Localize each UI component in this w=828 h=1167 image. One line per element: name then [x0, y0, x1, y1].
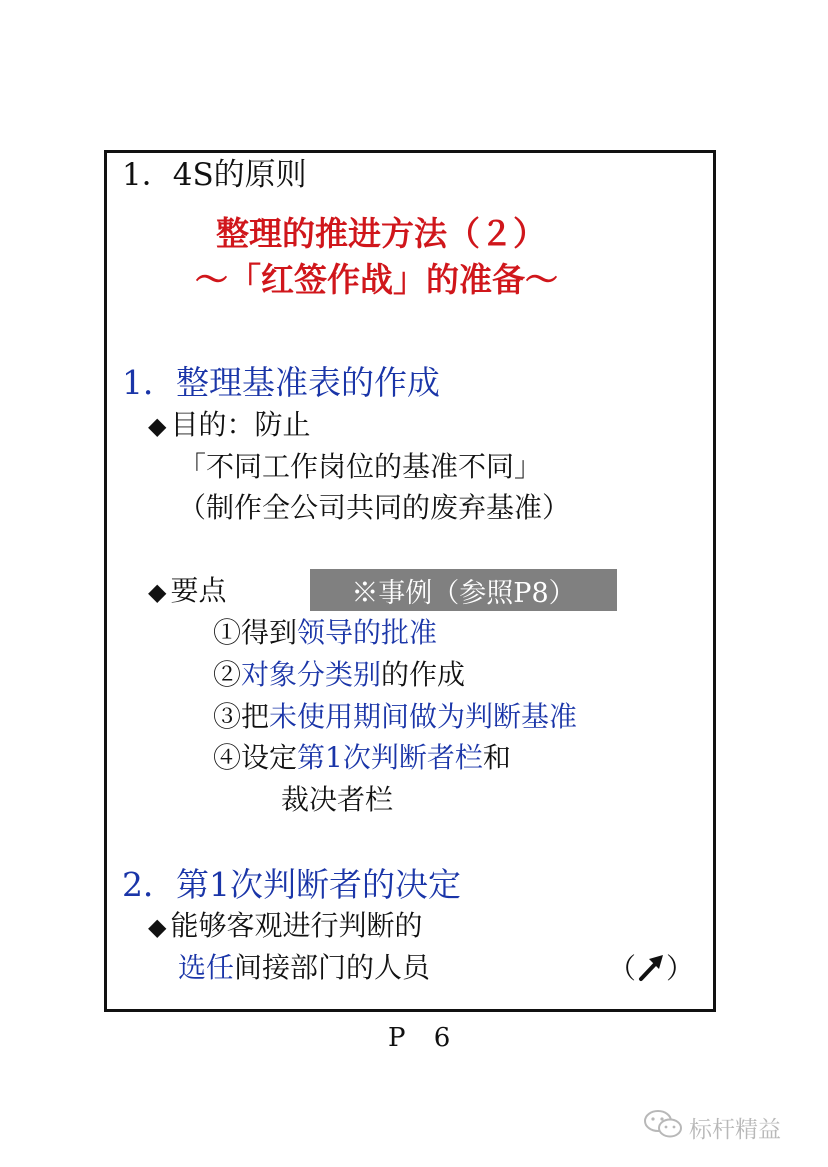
point-text: 和 [482, 741, 511, 774]
point-4-continued: 裁决者栏 [281, 783, 394, 816]
point-3 [213, 700, 578, 733]
part2-line-1 [148, 909, 423, 942]
point-number: ② [213, 658, 242, 691]
point-highlight: 未使用期间做为判断基准 [269, 700, 578, 733]
point-number: ① [213, 616, 242, 649]
point-text: 设定 [241, 741, 298, 774]
part2-heading: 2．第1次判断者的决定 [122, 865, 461, 904]
purpose-line-2: 「不同工作岗位的基准不同」 [178, 450, 543, 483]
diamond-icon: ◆ [148, 412, 167, 440]
example-reference-text: ※事例（参照P8） [351, 577, 576, 609]
part2-highlight: 选任 [178, 951, 235, 984]
example-reference-box [310, 569, 617, 611]
part1-heading: 1．整理基准表的作成 [122, 363, 440, 402]
section-title: 1．4S的原则 [122, 157, 307, 193]
point-1 [213, 616, 438, 649]
next-page-indicator[interactable] [608, 952, 694, 983]
purpose-row [148, 408, 311, 441]
part2-line-2 [178, 951, 431, 984]
title-line-1: 整理的推进方法（２） [216, 214, 546, 253]
point-text: 把 [241, 700, 270, 733]
point-text: 得到 [241, 616, 298, 649]
wechat-icon [643, 1109, 683, 1145]
diamond-icon: ◆ [148, 913, 167, 941]
paren-close: ） [666, 952, 695, 985]
watermark-text: 标杆精益 [689, 1116, 781, 1143]
point-number: ③ [213, 700, 242, 733]
purpose-label: 目的：防止 [170, 408, 311, 441]
paren-open: （ [608, 952, 637, 985]
point-highlight: 领导的批准 [297, 616, 438, 649]
point-number: ④ [213, 741, 242, 774]
diamond-icon: ◆ [148, 578, 167, 606]
title-line-2: ～「红签作战」的准备～ [195, 260, 558, 299]
points-row [148, 574, 227, 607]
watermark [643, 1109, 781, 1145]
points-label: 要点 [170, 574, 227, 607]
point-text: 的作成 [381, 658, 466, 691]
arrow-icon [636, 952, 666, 982]
point-2 [213, 658, 466, 691]
page-number: P 6 [388, 1023, 461, 1053]
part2-line-2-text: 间接部门的人员 [234, 951, 431, 984]
point-4 [213, 741, 511, 774]
part2-line-1-text: 能够客观进行判断的 [170, 909, 423, 942]
purpose-line-3: （制作全公司共同的废弃基准） [178, 491, 571, 524]
point-highlight: 第1次判断者栏 [297, 741, 483, 774]
point-highlight: 对象分类别 [241, 658, 382, 691]
